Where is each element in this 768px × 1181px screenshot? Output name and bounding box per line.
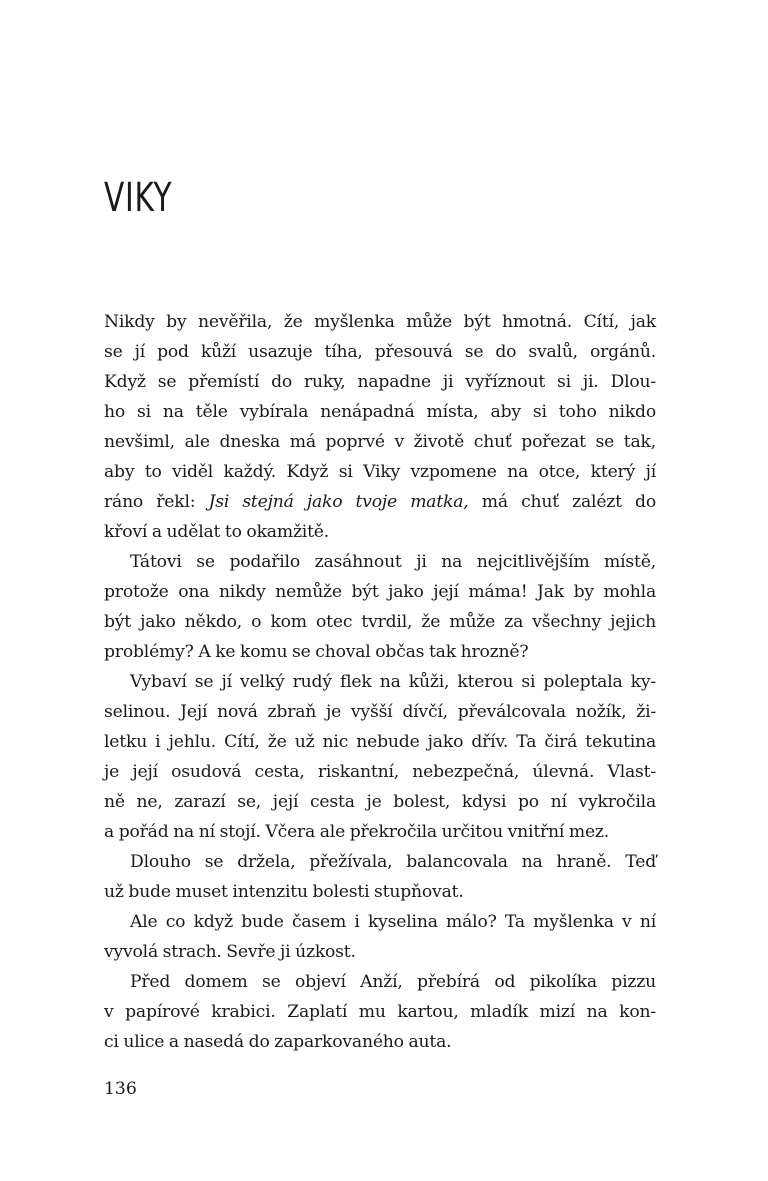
chapter-title: VIKY xyxy=(104,175,173,221)
body-text xyxy=(104,307,656,1057)
text-line: selinou. Její nová zbraň je vyšší dívčí, převálcovala nožík, ži- xyxy=(104,702,656,722)
text-line: problémy? A ke komu se choval občas tak hrozně? xyxy=(104,642,529,662)
page-number: 136 xyxy=(104,1079,137,1099)
text-line: Tátovi se podařilo zasáhnout ji na nejcitlivějším místě, xyxy=(130,552,656,572)
text-line: být jako někdo, o kom otec tvrdil, že může za všechny jejich xyxy=(104,612,656,632)
text-segment: ráno řekl: xyxy=(104,492,209,512)
text-line: Vybaví se jí velký rudý flek na kůži, kterou si poleptala ky- xyxy=(130,672,656,692)
text-line: je její osudová cesta, riskantní, nebezpečná, úlevná. Vlast- xyxy=(104,762,656,782)
text-line: letku i jehlu. Cítí, že už nic nebude jako dřív. Ta čirá tekutina xyxy=(104,732,656,752)
text-line: nevšiml, ale dneska má poprvé v životě chuť pořezat se tak, xyxy=(104,432,656,452)
text-line: už bude muset intenzitu bolesti stupňovat. xyxy=(104,882,464,902)
text-line: Dlouho se držela, přežívala, balancovala na hraně. Teď xyxy=(130,852,656,872)
text-line: se jí pod kůží usazuje tíha, přesouvá se do svalů, orgánů. xyxy=(104,342,656,362)
text-line: ci ulice a nasedá do zaparkovaného auta. xyxy=(104,1032,452,1052)
text-line: Ale co když bude časem i kyselina málo? Ta myšlenka v ní xyxy=(130,912,656,932)
text-line: v papírové krabici. Zaplatí mu kartou, mladík mizí na kon- xyxy=(104,1002,656,1022)
text-line: Nikdy by nevěřila, že myšlenka může být hmotná. Cítí, jak xyxy=(104,312,656,332)
text-line: Před domem se objeví Anží, přebírá od pikolíka pizzu xyxy=(130,972,656,992)
text-line xyxy=(104,487,656,517)
text-line: ně ne, zarazí se, její cesta je bolest, kdysi po ní vykročila xyxy=(104,792,656,812)
text-segment: má chuť zalézt do xyxy=(468,492,656,512)
text-line: ho si na těle vybírala nenápadná místa, aby si toho nikdo xyxy=(104,402,656,422)
text-line: křoví a udělat to okamžitě. xyxy=(104,522,330,542)
text-line: vyvolá strach. Sevře ji úzkost. xyxy=(104,942,356,962)
italic-quote: Jsi stejná jako tvoje matka, xyxy=(208,492,469,512)
text-line: Když se přemístí do ruky, napadne ji vyříznout si ji. Dlou- xyxy=(104,372,656,392)
text-line: a pořád na ní stojí. Včera ale překročila určitou vnitřní mez. xyxy=(104,822,610,842)
text-line: protože ona nikdy nemůže být jako její máma! Jak by mohla xyxy=(104,582,656,602)
text-line: aby to viděl každý. Když si Viky vzpomene na otce, který jí xyxy=(104,462,656,482)
